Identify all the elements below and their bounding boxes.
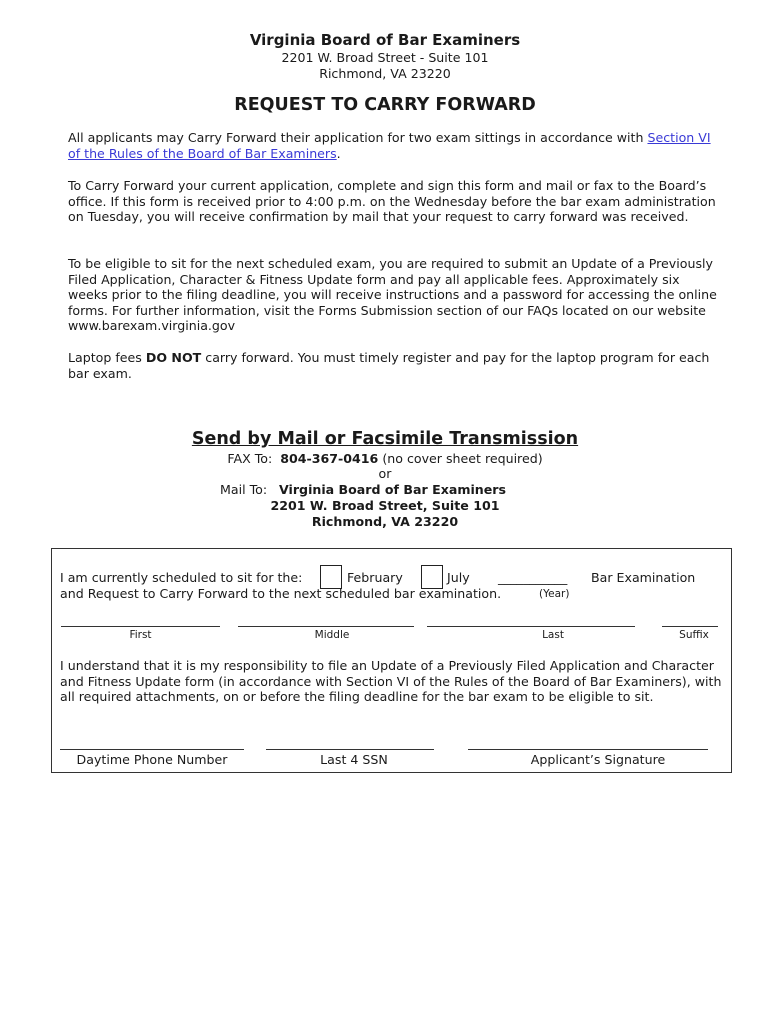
fax-note: (no cover sheet required) [382, 451, 543, 466]
year-blank[interactable]: ___________ [498, 570, 568, 585]
eligibility-paragraph: To be eligible to sit for the next scheduled exam, you are required to submit an Update of a Previously Filed Application, Character & Fitness Update form and pay all applicable fees. Approximately six weeks prior to the filing deadline, you will receive instructions and a password for accessing the online forms. For further information, visit the Forms Submission section of our FAQs located on our website www.barexam.virginia.gov [68, 256, 717, 334]
ssn-line[interactable] [266, 749, 434, 750]
fax-number: 804-367-0416 [280, 451, 379, 466]
org-address-line1: 2201 W. Broad Street - Suite 101 [281, 50, 489, 65]
instructions-paragraph: To Carry Forward your current application, complete and sign this form and mail or fax to the Board’s office. If this form is received prior to 4:00 p.m. on the Wednesday before the bar exam administration on Tuesday, you will receive confirmation by mail that your request to carry forward was received. [68, 178, 716, 225]
mail-address-line2: Richmond, VA 23220 [311, 514, 459, 529]
intro-paragraph [68, 130, 718, 161]
last-name-label: Last [542, 629, 564, 641]
july-label: July [447, 570, 470, 585]
year-label: (Year) [539, 588, 570, 600]
first-name-label: First [129, 629, 152, 641]
intro-text: All applicants may Carry Forward their application for two exam sittings in accordance with [68, 130, 648, 145]
mail-address-line1: 2201 W. Broad Street, Suite 101 [270, 498, 500, 513]
intro-end: . [336, 145, 341, 161]
signature-label: Applicant’s Signature [530, 752, 666, 767]
phone-label: Daytime Phone Number [76, 752, 228, 767]
middle-name-line[interactable] [238, 626, 414, 627]
ssn-label: Last 4 SSN [320, 752, 388, 767]
scheduled-text: I am currently scheduled to sit for the: [60, 570, 303, 585]
fax-label: FAX To: [227, 451, 273, 466]
laptop-paragraph [68, 350, 718, 381]
mail-label: Mail To: [220, 482, 268, 497]
suffix-label: Suffix [679, 629, 709, 641]
suffix-line[interactable] [662, 626, 718, 627]
laptop-post: carry forward. You must timely register and pay for the laptop program for each bar exam. [68, 350, 710, 381]
first-name-line[interactable] [61, 626, 220, 627]
request-text: and Request to Carry Forward to the next scheduled bar examination. [60, 586, 502, 601]
send-heading: Send by Mail or Facsimile Transmission [191, 429, 579, 449]
middle-name-label: Middle [314, 629, 350, 641]
signature-line[interactable] [468, 749, 708, 750]
org-address-line2: Richmond, VA 23220 [319, 66, 451, 81]
phone-line[interactable] [60, 749, 244, 750]
february-label: February [347, 570, 403, 585]
org-name: Virginia Board of Bar Examiners [249, 31, 521, 49]
or-text: or [378, 466, 392, 481]
mail-org: Virginia Board of Bar Examiners [279, 482, 506, 497]
rules-link[interactable]: Section VI of the Rules of the Board of Bar Examiners [68, 130, 711, 161]
understanding-paragraph: I understand that it is my responsibility to file an Update of a Previously Filed Application and Character and Fitness Update form (in accordance with Section VI of the Rules of the Board of Bar Examiners), with all required attachments, on or before the filing deadline for the bar exam to be eligible to sit. [60, 658, 722, 705]
fax-line [0, 451, 770, 466]
bar-exam-text: Bar Examination [591, 570, 696, 585]
page-title: REQUEST TO CARRY FORWARD [234, 95, 536, 115]
laptop-pre: Laptop fees [68, 350, 146, 365]
last-name-line[interactable] [427, 626, 635, 627]
laptop-emphasis: DO NOT [145, 350, 202, 365]
